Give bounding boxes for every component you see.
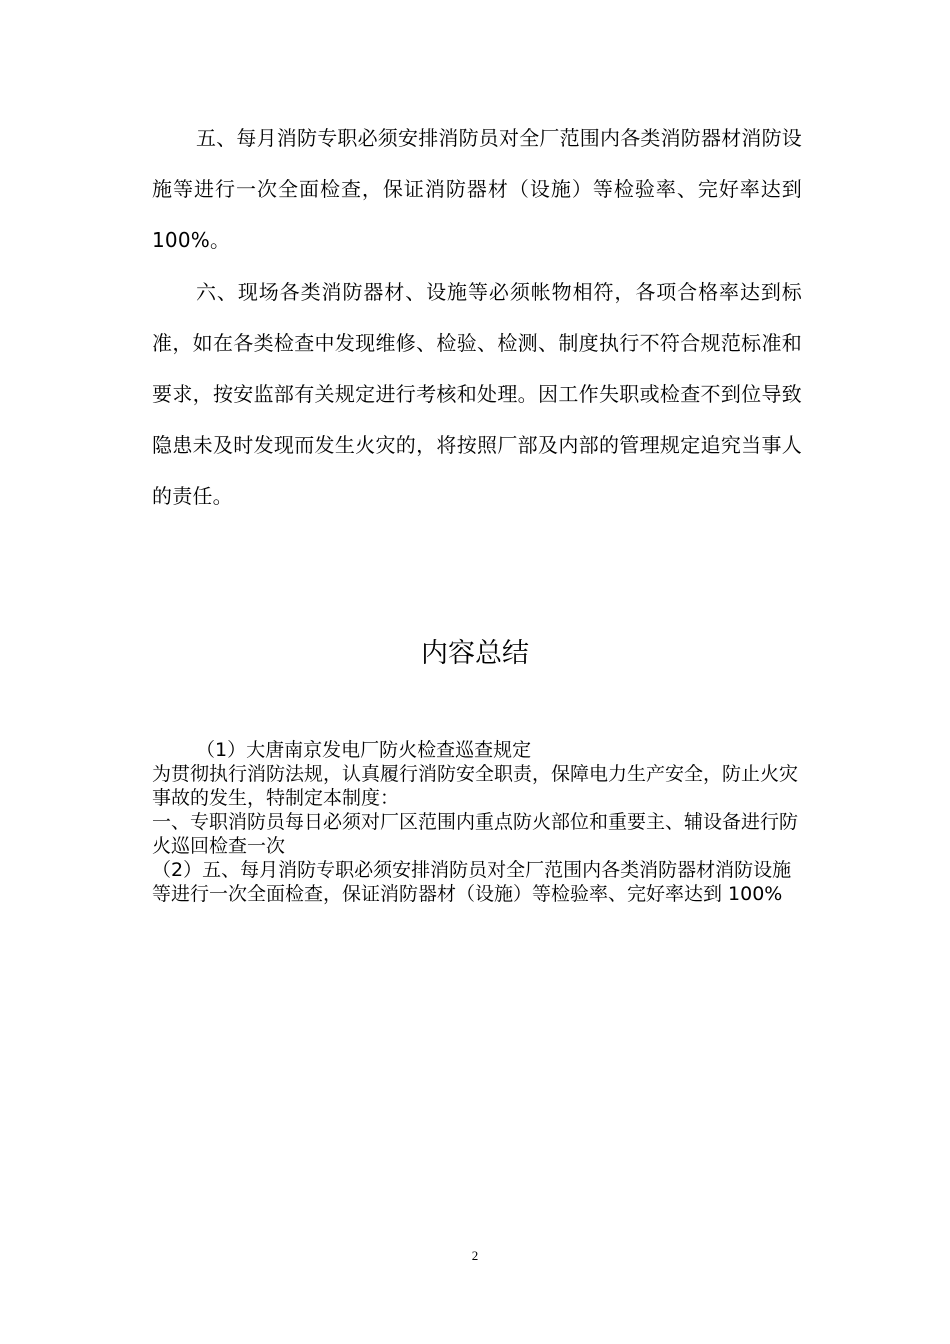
summary-line-2: 为贯彻执行消防法规，认真履行消防安全职责，保障电力生产安全，防止火灾事故的发生，特制定本制度： bbox=[152, 763, 799, 809]
paragraph-five: 五、每月消防专职必须安排消防员对全厂范围内各类消防器材消防设施等进行一次全面检查，保证消防器材（设施）等检验率、完好率达到 100%。 bbox=[152, 126, 802, 252]
paragraph-six: 六、现场各类消防器材、设施等必须帐物相符，各项合格率达到标准，如在各类检查中发现维修、检验、检测、制度执行不符合规范标准和要求，按安监部有关规定进行考核和处理。因工作失职或检查不到位导致隐患未及时发现而发生火灾的，将按照厂部及内部的管理规定追究当事人的责任。 bbox=[152, 280, 802, 508]
page-number: 2 bbox=[471, 1248, 479, 1263]
summary-section bbox=[152, 738, 802, 906]
summary-line-3: 一、专职消防员每日必须对厂区范围内重点防火部位和重要主、辅设备进行防火巡回检查一次 bbox=[152, 811, 799, 857]
summary-title: 内容总结 bbox=[421, 638, 529, 669]
summary-line-4: （2）五、每月消防专职必须安排消防员对全厂范围内各类消防器材消防设施等进行一次全面检查，保证消防器材（设施）等检验率、完好率达到 100% bbox=[152, 859, 792, 905]
summary-line-1: （1）大唐南京发电厂防火检查巡查规定 bbox=[196, 739, 532, 761]
